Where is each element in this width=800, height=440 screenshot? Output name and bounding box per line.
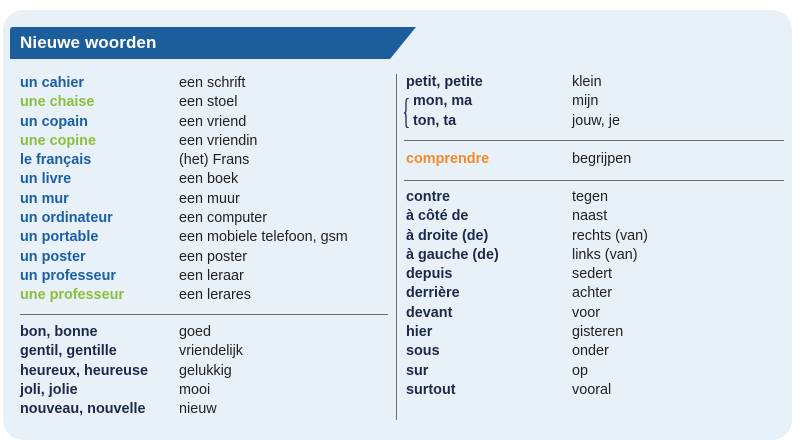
french-word: à côté de	[406, 208, 469, 225]
vocab-row	[406, 342, 648, 361]
vocab-row	[20, 93, 348, 112]
dutch-translation: onder	[572, 343, 609, 360]
divider-left	[20, 314, 388, 315]
vocab-row	[20, 381, 243, 400]
vocab-row	[20, 248, 348, 267]
verb-french: comprendre	[406, 151, 490, 167]
french-word: devant	[406, 304, 453, 321]
dutch-translation: nieuw	[179, 401, 217, 418]
vocab-row	[406, 92, 620, 111]
dutch-translation: op	[572, 362, 589, 379]
vocab-row	[20, 400, 243, 419]
french-word: un livre	[20, 171, 72, 188]
vocab-row	[406, 362, 648, 381]
dutch-translation: rechts (van)	[572, 227, 648, 244]
french-word: un ordinateur	[20, 210, 113, 227]
french-word: joli, jolie	[20, 381, 78, 398]
french-word: surtout	[406, 381, 456, 398]
dutch-translation: een boek	[179, 171, 239, 188]
dutch-translation: goed	[179, 324, 212, 340]
vocab-row	[406, 227, 648, 246]
vocab-row	[406, 207, 648, 226]
vocab-row	[20, 267, 348, 286]
vocab-row	[406, 381, 648, 400]
vocab-row	[406, 246, 648, 265]
vocab-row	[20, 323, 243, 342]
french-word: ton, ta	[413, 112, 457, 129]
french-word: depuis	[406, 266, 453, 283]
verb-entry	[406, 150, 631, 169]
french-word: derrière	[406, 285, 460, 302]
brace-icon	[404, 98, 410, 128]
dutch-translation: een computer	[179, 210, 267, 227]
dutch-translation: een leraar	[179, 267, 244, 284]
french-word: heureux, heureuse	[20, 362, 148, 379]
dutch-translation: vriendelijk	[179, 343, 243, 360]
dutch-translation: mooi	[179, 381, 211, 398]
french-word: sous	[406, 343, 440, 360]
title-banner	[10, 27, 416, 59]
vocab-row	[406, 73, 620, 92]
dutch-translation: tegen	[572, 189, 609, 205]
french-word: à droite (de)	[406, 227, 489, 244]
french-word: un professeur	[20, 267, 116, 284]
divider-right-1	[404, 140, 784, 141]
dutch-translation: een mobiele telefoon, gsm	[179, 229, 348, 246]
dutch-translation: een lerares	[179, 287, 251, 304]
vocab-row	[20, 132, 348, 151]
dutch-translation: jouw, je	[572, 112, 620, 129]
vocab-row	[20, 228, 348, 247]
dutch-translation: mijn	[572, 93, 599, 110]
french-word: un mur	[20, 190, 69, 207]
dutch-translation: gelukkig	[179, 362, 232, 379]
dutch-translation: een poster	[179, 248, 248, 265]
possessive-list	[406, 73, 620, 131]
verb-dutch: begrijpen	[572, 151, 632, 167]
french-word: petit, petite	[406, 74, 483, 90]
french-word: sur	[406, 362, 429, 379]
dutch-translation: achter	[572, 285, 612, 302]
vocab-row	[20, 74, 348, 93]
french-word: nouveau, nouvelle	[20, 401, 146, 418]
preposition-list	[406, 188, 648, 400]
vocab-row	[20, 170, 348, 189]
vocab-row	[20, 286, 348, 305]
french-word: le français	[20, 152, 92, 169]
vocab-row	[20, 342, 243, 361]
vocab-row	[20, 209, 348, 228]
dutch-translation: een schrift	[179, 75, 246, 91]
french-word: un cahier	[20, 75, 84, 91]
vocab-row	[406, 188, 648, 207]
french-word: une professeur	[20, 287, 124, 304]
french-word: hier	[406, 324, 433, 341]
dutch-translation: voor	[572, 304, 600, 321]
dutch-translation: een vriendin	[179, 132, 258, 149]
french-word: mon, ma	[413, 93, 473, 110]
french-word: un copain	[20, 113, 88, 130]
french-word: un poster	[20, 248, 86, 265]
dutch-translation: een vriend	[179, 113, 247, 130]
column-divider	[396, 74, 397, 420]
french-word: gentil, gentille	[20, 343, 117, 360]
vocab-row	[406, 323, 648, 342]
noun-list	[20, 74, 348, 306]
vocab-row	[20, 151, 348, 170]
dutch-translation: (het) Frans	[179, 152, 250, 169]
dutch-translation: een stoel	[179, 94, 238, 111]
vocab-row	[406, 265, 648, 284]
verb-row	[406, 150, 631, 169]
french-word: un portable	[20, 229, 99, 246]
vocab-row	[406, 304, 648, 323]
vocab-row	[20, 190, 348, 209]
vocab-row	[20, 362, 243, 381]
dutch-translation: gisteren	[572, 324, 624, 341]
vocab-row	[406, 284, 648, 303]
french-word: une chaise	[20, 94, 95, 111]
french-word: bon, bonne	[20, 324, 98, 340]
dutch-translation: naast	[572, 208, 608, 225]
dutch-translation: klein	[572, 74, 602, 90]
vocab-row	[20, 113, 348, 132]
dutch-translation: een muur	[179, 190, 240, 207]
dutch-translation: links (van)	[572, 246, 638, 263]
french-word: une copine	[20, 132, 96, 149]
french-word: contre	[406, 189, 450, 205]
dutch-translation: vooral	[572, 381, 612, 398]
french-word: à gauche (de)	[406, 246, 499, 263]
adjective-list	[20, 323, 243, 419]
dutch-translation: sedert	[572, 266, 612, 283]
divider-right-2	[404, 180, 784, 181]
page-title: Nieuwe woorden	[20, 33, 157, 52]
vocab-row	[406, 112, 620, 131]
